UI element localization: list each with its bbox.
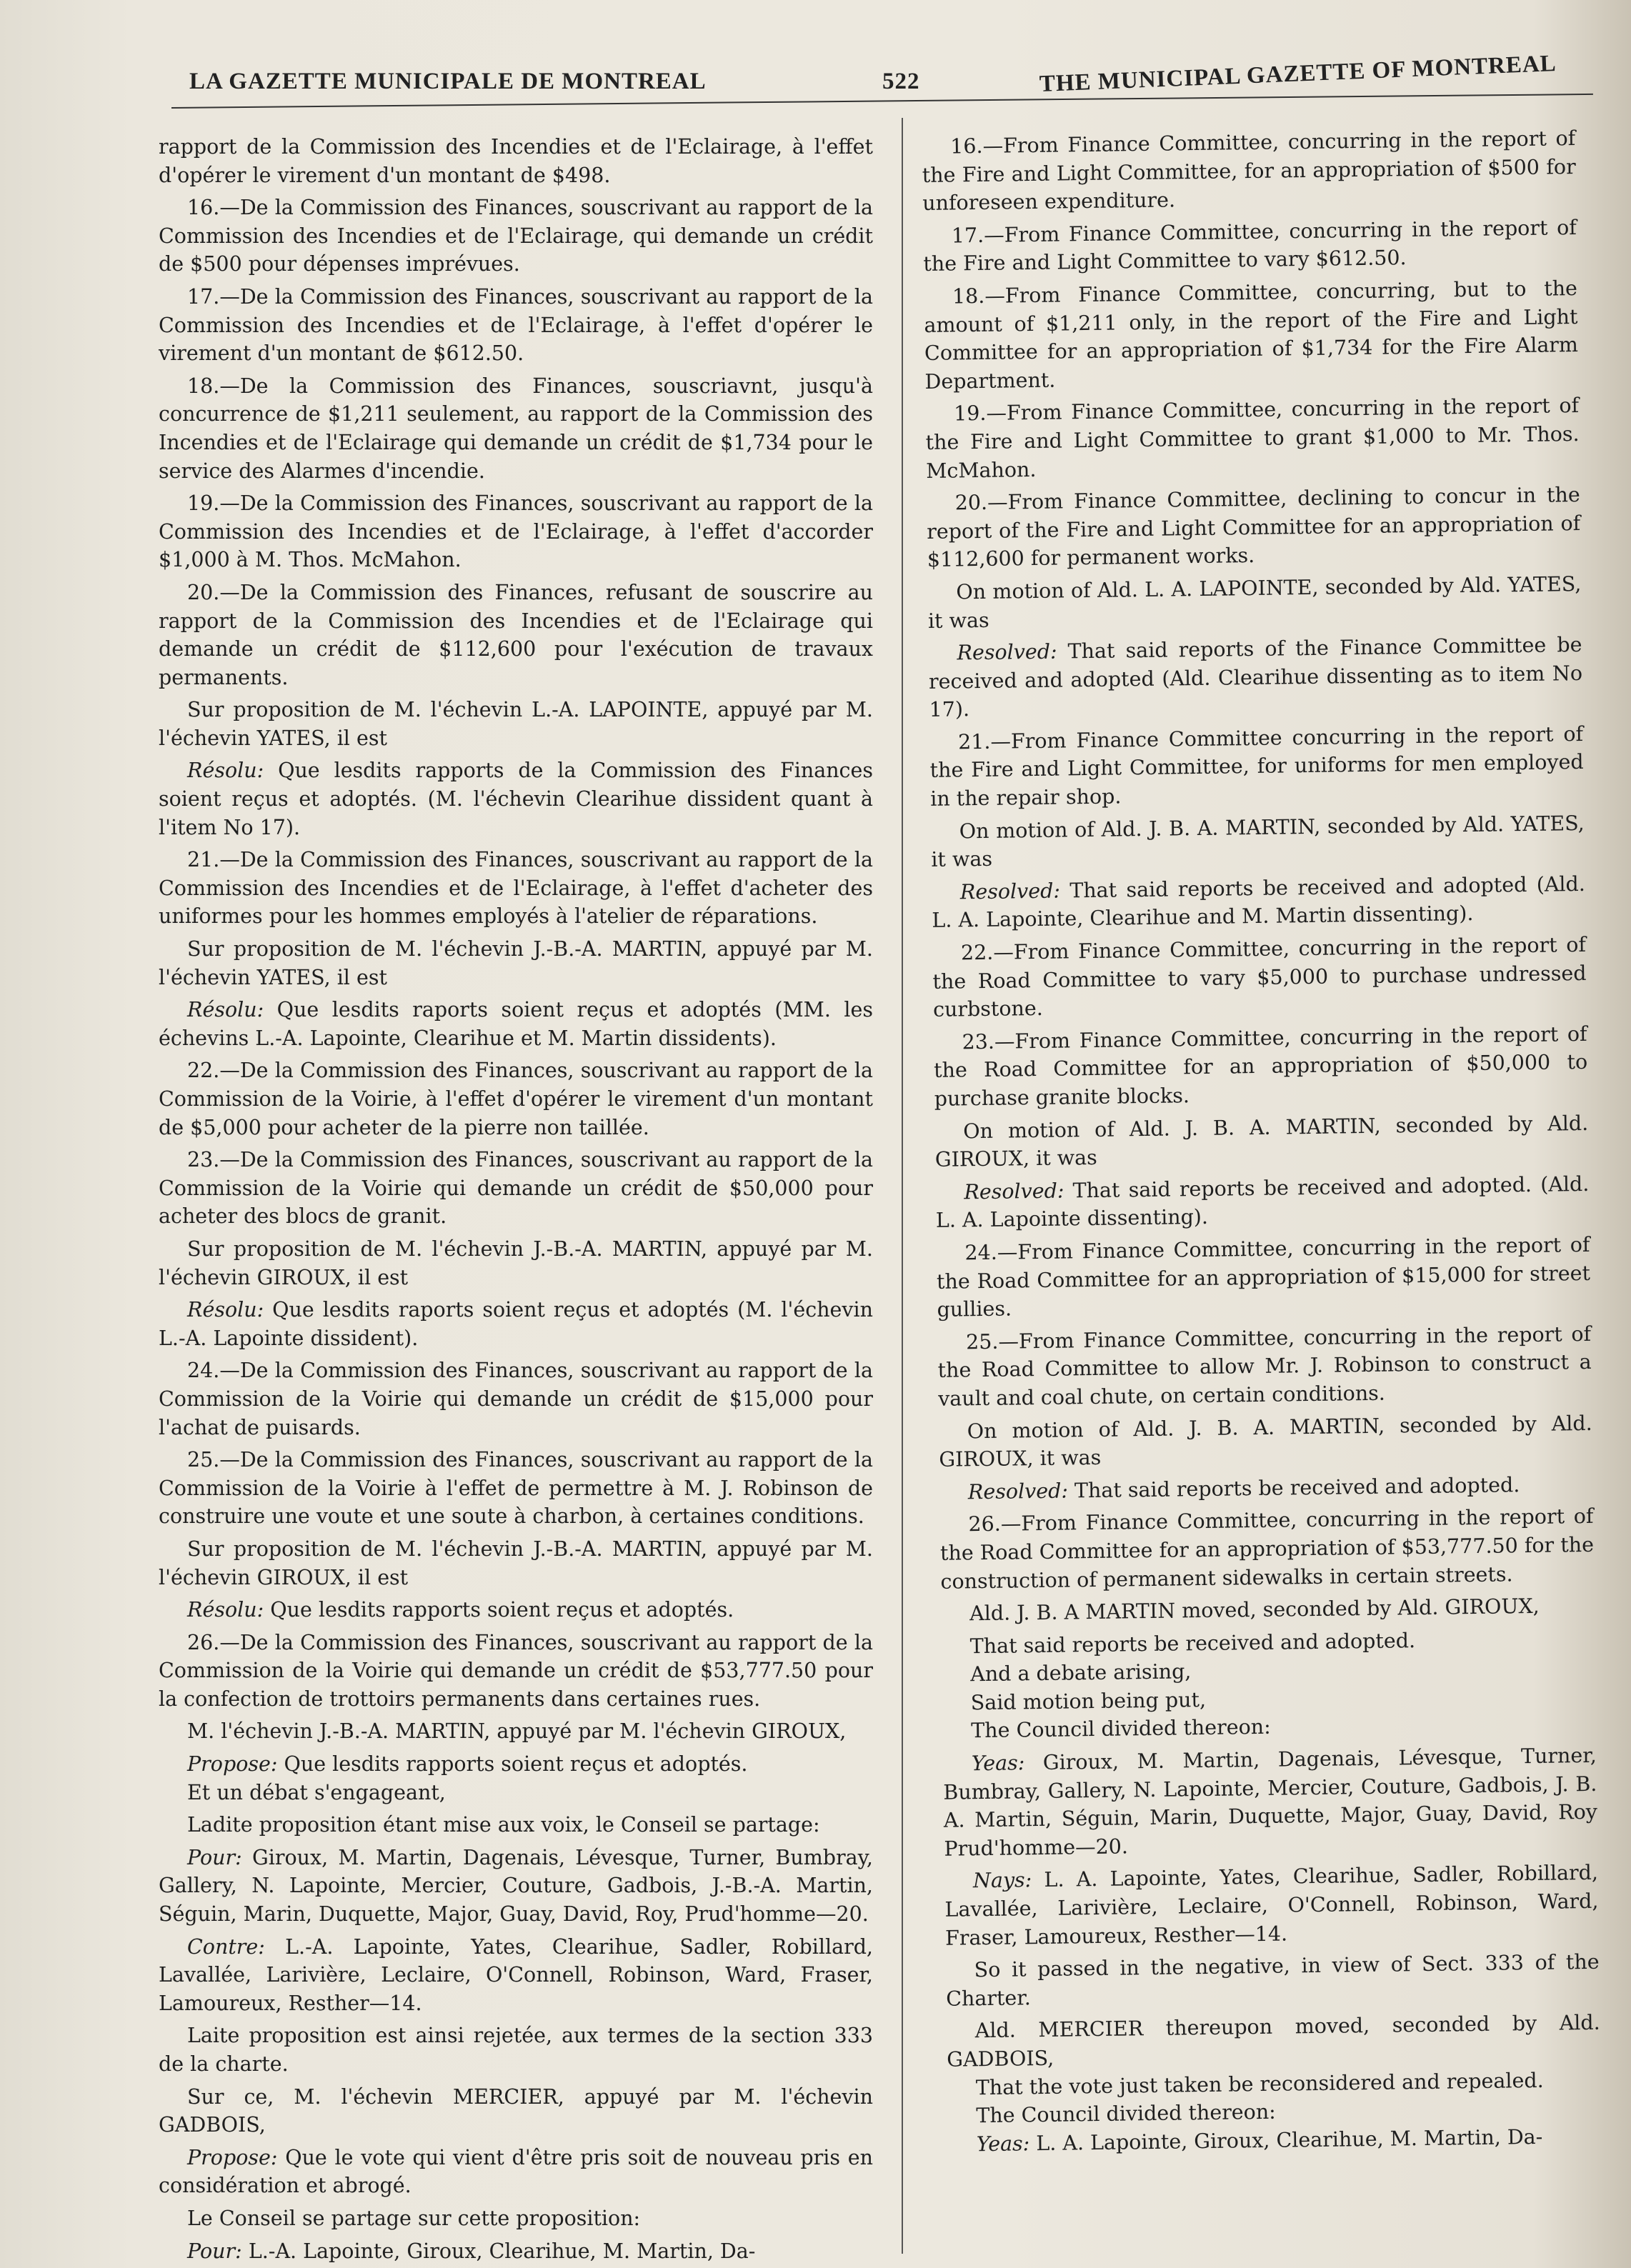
column-divider xyxy=(902,118,903,2254)
procedural-keyword: Résolu: xyxy=(187,759,264,783)
fr-para: 21.—De la Commission des Finances, souscrivant au rapport de la Commission des Incendies et de l'Eclairage, à l'effet d'acheter des uniformes pour les hommes employés à l'atelier de réparations. xyxy=(159,848,873,929)
page-header xyxy=(161,50,1582,104)
procedural-keyword: Propose: xyxy=(187,2145,278,2169)
fr-para: 26.—De la Commission des Finances, souscrivant au rapport de la Commission de la Voirie qui demande un crédit de $53,777.50 pour la confection de trottoirs permanents dans certaines rues. xyxy=(159,1630,873,1711)
fr-para: 25.—De la Commission des Finances, souscrivant au rapport de la Commission de la Voirie à l'effet de permettre à M. J. Robinson de construire une voute et une soute à charbon, à certaines conditions. xyxy=(159,1448,873,1529)
fr-vote-against: Contre: L.-A. Lapointe, Yates, Clearihue, Sadler, Robillard, Lavallée, Larivière, Leclaire, O'Connell, Robinson, Ward, Fraser, Lamoureux, Resther—14. xyxy=(159,1934,873,2015)
en-para: On motion of Ald. J. B. A. MARTIN, seconded by Ald. YATES, it was xyxy=(931,811,1585,872)
en-para: 23.—From Finance Committee, concurring in the report of the Road Committee for an appropriation of $50,000 to purchase granite blocks. xyxy=(933,1021,1588,1111)
procedural-keyword: Yeas: xyxy=(976,2132,1030,2157)
en-para: 20.—From Finance Committee, declining to concur in the report of the Fire and Light Committee for an appropriation of $112,600 for permanent works. xyxy=(927,483,1581,572)
procedural-keyword: Propose: xyxy=(187,1752,278,1777)
procedural-keyword: Resolved: xyxy=(957,639,1057,665)
en-para: The Council divided thereon: xyxy=(971,1715,1271,1743)
fr-para: Sur proposition de M. l'échevin J.-B.-A. MARTIN, appuyé par M. l'échevin GIROUX, il est xyxy=(159,1237,873,1289)
procedural-keyword: Nays: xyxy=(972,1868,1032,1893)
en-para: 26.—From Finance Committee, concurring in the report of the Road Committee for an appropriation of $53,777.50 for the construction of permanent sidewalks in certain streets. xyxy=(939,1504,1595,1594)
fr-para: 17.—De la Commission des Finances, souscrivant au rapport de la Commission des Incendies et de l'Eclairage, à l'effet d'opérer le virement d'un montant de $612.50. xyxy=(159,284,873,366)
fr-para: Sur proposition de M. l'échevin J.-B.-A. MARTIN, appuyé par M. l'échevin GIROUX, il est xyxy=(159,1537,873,1589)
en-para: And a debate arising, xyxy=(970,1659,1192,1687)
procedural-keyword: Resolved: xyxy=(959,879,1061,904)
en-vote-yeas: Yeas: Giroux, M. Martin, Dagenais, Lévesque, Turner, Bumbray, Gallery, N. Lapointe, Mercier, Couture, Gadbois, J. B. A. Martin, Séguin, Marin, Duquette, Major, Guay, David, Roy Prud'homme—20. xyxy=(943,1743,1598,1861)
fr-para: 20.—De la Commission des Finances, refusant de souscrire au rapport de la Commission des Incendies et de l'Eclairage qui demande un crédit de $112,600 pour l'exécution de travaux permanents. xyxy=(159,580,873,689)
fr-para: 19.—De la Commission des Finances, souscrivant au rapport de la Commission des Incendies et de l'Eclairage, à l'effet d'accorder $1,000 à M. Thos. McMahon. xyxy=(159,491,873,572)
en-resolution: Resolved: That said reports of the Finance Committee be received and adopted (Ald. Clearihue dissenting as to item No 17). xyxy=(928,633,1583,722)
procedural-keyword: Resolved: xyxy=(964,1179,1064,1204)
fr-para: M. l'échevin J.-B.-A. MARTIN, appuyé par M. l'échevin GIROUX, xyxy=(187,1719,847,1744)
en-resolution: Resolved: That said reports be received and adopted. xyxy=(967,1472,1520,1504)
procedural-keyword: Pour: xyxy=(187,2239,242,2263)
en-para: 17.—From Finance Committee, concurring in the report of the Fire and Light Committee to vary $612.50. xyxy=(923,215,1577,276)
en-para: 22.—From Finance Committee, concurring in the report of the Road Committee to vary $5,000 to purchase undressed curbstone. xyxy=(932,932,1587,1022)
en-para: 21.—From Finance Committee concurring in the report of the Fire and Light Committee, for uniforms for men employed in the repair shop. xyxy=(929,721,1584,811)
fr-proposal: Propose: Que lesdits rapports soient reçus et adoptés. xyxy=(187,1752,748,1777)
procedural-keyword: Resolved: xyxy=(967,1479,1069,1504)
en-resolution: Resolved: That said reports be received and adopted (Ald. L. A. Lapointe, Clearihue and M. Martin dissenting). xyxy=(932,871,1586,933)
en-para: Ald. MERCIER thereupon moved, seconded by Ald. GADBOIS, xyxy=(947,2011,1600,2072)
en-resolution: Resolved: That said reports be received and adopted. (Ald. L. A. Lapointe dissenting). xyxy=(935,1172,1590,1233)
en-para: On motion of Ald. L. A. LAPOINTE, seconded by Ald. YATES, it was xyxy=(927,571,1582,633)
en-para: Ald. J. B. A MARTIN moved, seconded by Ald. GIROUX, xyxy=(969,1594,1540,1626)
header-english-title: THE MUNICIPAL GAZETTE OF MONTREAL xyxy=(1039,50,1557,97)
procedural-keyword: Résolu: xyxy=(187,998,264,1022)
fr-resolution: Résolu: Que lesdits raports soient reçus et adoptés (M. l'échevin L.-A. Lapointe dissident). xyxy=(159,1298,873,1350)
fr-para: 18.—De la Commission des Finances, souscriavnt, jusqu'à concurrence de $1,211 seulement, au rapport de la Commission des Incendies et de l'Eclairage qui demande un crédit de $1,734 pour le service des Alarmes d'incendie. xyxy=(159,374,873,483)
procedural-keyword: Yeas: xyxy=(971,1751,1025,1776)
en-para: On motion of Ald. J. B. A. MARTIN, seconded by Ald. GIROUX, it was xyxy=(939,1411,1592,1472)
en-para: Said motion being put, xyxy=(970,1687,1207,1715)
fr-para: Ladite proposition étant mise aux voix, le Conseil se partage: xyxy=(187,1813,820,1837)
fr-proposal: Propose: Que le vote qui vient d'être pris soit de nouveau pris en considération et abrogé. xyxy=(159,2145,873,2198)
procedural-keyword: Résolu: xyxy=(187,1598,264,1622)
fr-para: 23.—De la Commission des Finances, souscrivant au rapport de la Commission de la Voirie qui demande un crédit de $50,000 pour acheter des blocs de granit. xyxy=(159,1148,873,1229)
en-para: 19.—From Finance Committee, concurring in the report of the Fire and Light Committee to grant $1,000 to Mr. Thos. McMahon. xyxy=(925,394,1580,483)
page-number: 522 xyxy=(882,69,920,94)
fr-resolution: Résolu: Que lesdits rapports de la Commission des Finances soient reçus et adoptés. (M. l'échevin Clearihue dissident quant à l'item No 17). xyxy=(159,759,873,839)
fr-para: Le Conseil se partage sur cette proposition: xyxy=(187,2206,641,2230)
en-para: So it passed in the negative, in view of Sect. 333 of the Charter. xyxy=(945,1950,1600,2011)
en-para: That the vote just taken be reconsidered and repealed. xyxy=(975,2068,1544,2099)
en-vote-nays: Nays: L. A. Lapointe, Yates, Clearihue, Sadler, Robillard, Lavallée, Larivière, Leclaire, O'Connell, Robinson, Ward, Fraser, Lamoureux, Resther—14. xyxy=(944,1861,1599,1950)
fr-para: Sur proposition de M. l'échevin L.-A. LAPOINTE, appuyé par M. l'échevin YATES, il est xyxy=(159,698,873,750)
fr-para: Sur proposition de M. l'échevin J.-B.-A. MARTIN, appuyé par M. l'échevin YATES, il est xyxy=(159,937,873,989)
fr-para: Sur ce, M. l'échevin MERCIER, appuyé par M. l'échevin GADBOIS, xyxy=(159,2084,873,2137)
en-para: 18.—From Finance Committee, concurring, but to the amount of $1,211 only, in the report of the Fire and Light Committee for an appropriation of $1,734 for the Fire Alarm Department. xyxy=(924,276,1579,394)
english-column xyxy=(922,124,1602,2159)
fr-resolution: Résolu: Que lesdits rapports soient reçus et adoptés. xyxy=(187,1598,734,1622)
procedural-keyword: Pour: xyxy=(187,1845,242,1869)
procedural-keyword: Résolu: xyxy=(187,1298,264,1322)
fr-resolution: Résolu: Que lesdits raports soient reçus et adoptés (MM. les échevins L.-A. Lapointe, Clearihue et M. Martin dissidents). xyxy=(159,998,873,1050)
en-para: On motion of Ald. J. B. A. MARTIN, seconded by Ald. GIROUX, it was xyxy=(934,1111,1589,1172)
en-para: The Council divided thereon: xyxy=(976,2099,1277,2128)
fr-vote-for: Pour: Giroux, M. Martin, Dagenais, Lévesque, Turner, Bumbray, Gallery, N. Lapointe, Mercier, Couture, Gadbois, J.-B.-A. Martin, Séguin, Marin, Duquette, Major, Guay, David, Roy, Prud'homme—20. xyxy=(159,1845,873,1927)
fr-para: 24.—De la Commission des Finances, souscrivant au rapport de la Commission de la Voirie qui demande un crédit de $15,000 pour l'achat de puisards. xyxy=(159,1359,873,1439)
fr-para: 16.—De la Commission des Finances, souscrivant au rapport de la Commission des Incendies et de l'Eclairage, qui demande un crédit de $500 pour dépenses imprévues. xyxy=(159,196,873,276)
fr-para: Et un débat s'engageant, xyxy=(187,1780,446,1804)
en-para: 16.—From Finance Committee, concurring in the report of the Fire and Light Committee, for an appropriation of $500 for unforeseen expenditure. xyxy=(922,126,1576,216)
fr-para: Laite proposition est ainsi rejetée, aux termes de la section 333 de la charte. xyxy=(159,2024,873,2076)
en-para: That said reports be received and adopted. xyxy=(969,1628,1416,1658)
en-vote-yeas: Yeas: L. A. Lapointe, Giroux, Clearihue, M. Martin, Da- xyxy=(976,2124,1543,2157)
procedural-keyword: Contre: xyxy=(187,1934,265,1959)
en-para: 24.—From Finance Committee, concurring in the report of the Road Committee for an appropriation of $15,000 for street gullies. xyxy=(936,1232,1591,1322)
header-french-title: LA GAZETTE MUNICIPALE DE MONTREAL xyxy=(189,69,707,94)
fr-vote-for: Pour: L.-A. Lapointe, Giroux, Clearihue, M. Martin, Da- xyxy=(187,2239,756,2263)
en-para: 25.—From Finance Committee, concurring in the report of the Road Committee to allow Mr. J. Robinson to construct a vault and coal chute, on certain conditions. xyxy=(937,1322,1592,1411)
french-column xyxy=(159,133,873,2265)
fr-para: rapport de la Commission des Incendies et de l'Eclairage, à l'effet d'opérer le virement d'un montant de $498. xyxy=(159,135,873,187)
fr-para: 22.—De la Commission des Finances, souscrivant au rapport de la Commission de la Voirie, à l'effet d'opérer le virement d'un montant de $5,000 pour acheter de la pierre non taillée. xyxy=(159,1059,873,1139)
